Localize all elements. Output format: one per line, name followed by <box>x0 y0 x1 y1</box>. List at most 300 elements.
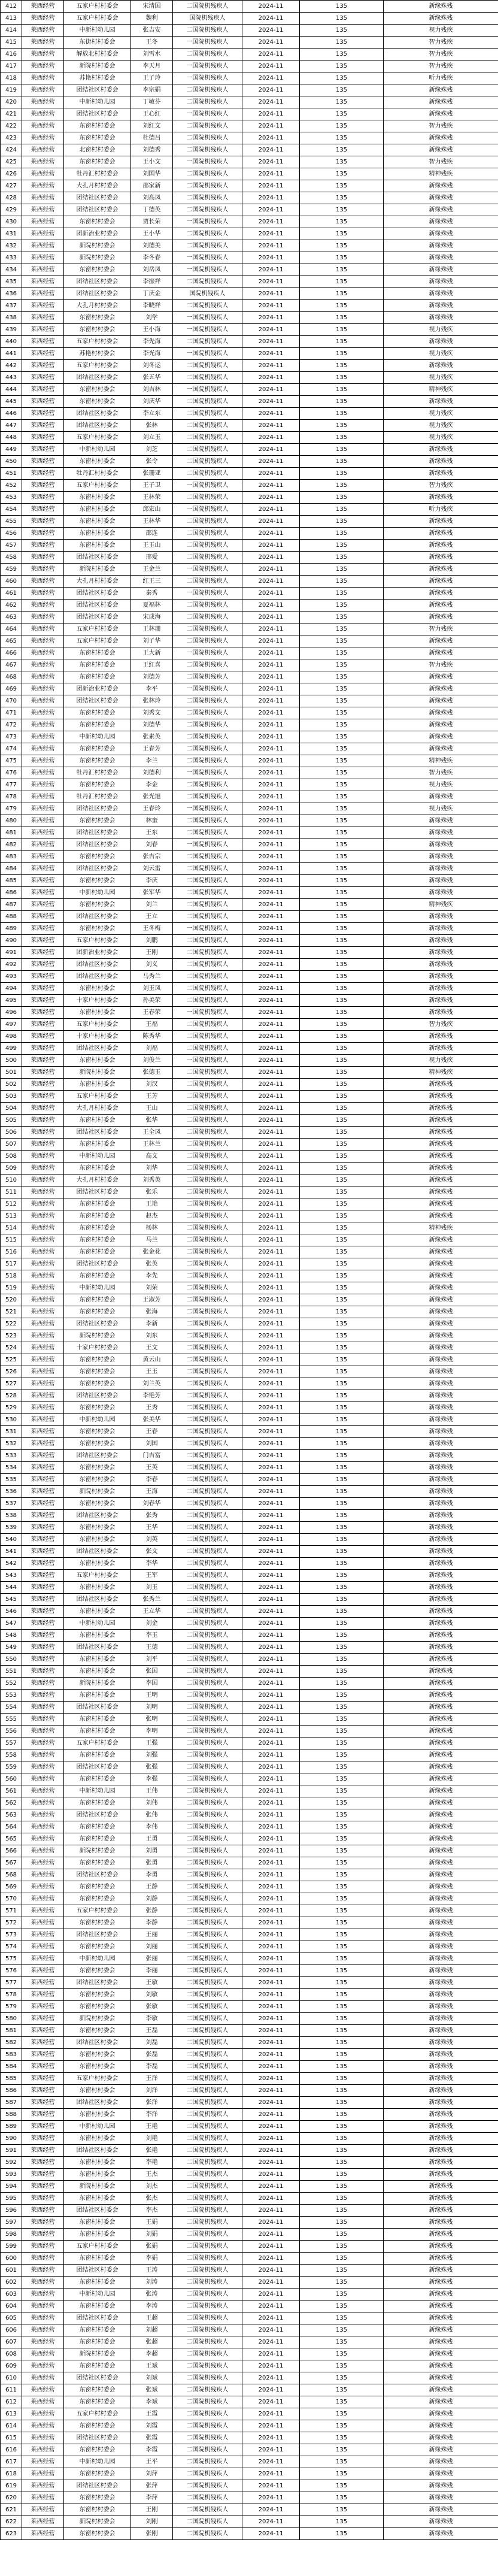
town-name: 莱西经营 <box>22 252 64 264</box>
village-name: 团结社区村委会 <box>64 108 131 120</box>
town-name: 莱西经营 <box>22 336 64 348</box>
amount: 135 <box>300 1881 384 1893</box>
village-name: 大孔月村村委会 <box>64 180 131 192</box>
village-name: 东窗村村委会 <box>64 1246 131 1258</box>
amount: 135 <box>300 13 384 25</box>
disability-type: 新缘殊残 <box>384 1761 498 1773</box>
town-name: 莱西经营 <box>22 1115 64 1127</box>
amount: 135 <box>300 995 384 1007</box>
issue-month: 2024-11 <box>242 108 300 120</box>
table-row <box>1 276 498 288</box>
person-name: 高文 <box>131 1151 173 1163</box>
row-index: 454 <box>1 504 22 516</box>
disability-type: 新缘殊残 <box>384 1534 498 1546</box>
row-index: 615 <box>1 2432 22 2444</box>
recipient-category: 一国院机残疾人 <box>173 312 242 324</box>
table-row <box>1 1702 498 1714</box>
row-index: 561 <box>1 1785 22 1797</box>
village-name: 东窗村村委会 <box>64 1438 131 1450</box>
row-index: 541 <box>1 1546 22 1558</box>
village-name: 东窗村村委会 <box>64 156 131 168</box>
recipient-category: 二国院机残疾人 <box>173 1737 242 1749</box>
person-name: 丁敏芬 <box>131 96 173 108</box>
recipient-category: 二国院机残疾人 <box>173 528 242 540</box>
town-name: 莱西经营 <box>22 1438 64 1450</box>
disability-type: 新缘殊残 <box>384 935 498 947</box>
recipient-category: 二国院机残疾人 <box>173 935 242 947</box>
town-name: 莱西经营 <box>22 1893 64 1905</box>
amount: 135 <box>300 1785 384 1797</box>
village-name: 团结社区村委会 <box>64 1977 131 1989</box>
table-row <box>1 1510 498 1522</box>
amount: 135 <box>300 120 384 132</box>
issue-month: 2024-11 <box>242 576 300 588</box>
row-index: 498 <box>1 1031 22 1043</box>
table-row <box>1 2145 498 2157</box>
issue-month: 2024-11 <box>242 635 300 647</box>
row-index: 533 <box>1 1450 22 1462</box>
amount: 135 <box>300 1917 384 1929</box>
town-name: 莱西经营 <box>22 504 64 516</box>
person-name: 刘兰 <box>131 899 173 911</box>
person-name: 王红喜 <box>131 659 173 671</box>
amount: 135 <box>300 576 384 588</box>
amount: 135 <box>300 2432 384 2444</box>
row-index: 567 <box>1 1857 22 1869</box>
town-name: 莱西经营 <box>22 1127 64 1139</box>
disability-type: 新缘殊残 <box>384 2300 498 2312</box>
disability-type: 新缘殊残 <box>384 2061 498 2073</box>
recipient-category: 二国院机残疾人 <box>173 659 242 671</box>
town-name: 莱西经营 <box>22 2049 64 2061</box>
person-name: 刘立玉 <box>131 432 173 444</box>
person-name: 刘斌 <box>131 2372 173 2384</box>
table-row <box>1 971 498 983</box>
disability-type: 精神残疾 <box>384 1222 498 1234</box>
village-name: 团结社区村委会 <box>64 2265 131 2277</box>
amount: 135 <box>300 516 384 528</box>
disability-type: 智力残疾 <box>384 60 498 72</box>
issue-month: 2024-11 <box>242 803 300 815</box>
issue-month: 2024-11 <box>242 1426 300 1438</box>
village-name: 东窗村村委会 <box>64 2360 131 2372</box>
town-name: 莱西经营 <box>22 2468 64 2480</box>
person-name: 刘刚 <box>131 2516 173 2528</box>
village-name: 东窗村村委会 <box>64 516 131 528</box>
row-index: 591 <box>1 2145 22 2157</box>
table-row <box>1 623 498 635</box>
table-row <box>1 911 498 923</box>
village-name: 东窗村村委会 <box>64 899 131 911</box>
village-name: 团结社区村委会 <box>64 1702 131 1714</box>
row-index: 484 <box>1 863 22 875</box>
disability-type: 新缘殊残 <box>384 2384 498 2396</box>
person-name: 王磊 <box>131 2025 173 2037</box>
disability-type: 新缘殊残 <box>384 2253 498 2265</box>
village-name: 东窗村村委会 <box>64 1354 131 1366</box>
town-name: 莱西经营 <box>22 324 64 336</box>
village-name: 团结社区村委会 <box>64 2480 131 2492</box>
issue-month: 2024-11 <box>242 1163 300 1175</box>
amount: 135 <box>300 156 384 168</box>
town-name: 莱西经营 <box>22 1198 64 1210</box>
table-row <box>1 1402 498 1414</box>
row-index: 509 <box>1 1163 22 1175</box>
village-name: 东窗村村委会 <box>64 1163 131 1175</box>
table-row <box>1 1079 498 1091</box>
table-row <box>1 348 498 360</box>
issue-month: 2024-11 <box>242 96 300 108</box>
person-name: 王敏 <box>131 1977 173 1989</box>
disability-type: 新缘殊残 <box>384 2181 498 2193</box>
issue-month: 2024-11 <box>242 2001 300 2013</box>
recipient-category: 二国院机残疾人 <box>173 1270 242 1282</box>
recipient-category: 二国院机残疾人 <box>173 1821 242 1833</box>
person-name: 刘洋 <box>131 2085 173 2097</box>
person-name: 刘萍 <box>131 2468 173 2480</box>
row-index: 423 <box>1 132 22 144</box>
issue-month: 2024-11 <box>242 2312 300 2324</box>
table-row <box>1 1953 498 1965</box>
person-name: 王林珊 <box>131 623 173 635</box>
issue-month: 2024-11 <box>242 2420 300 2432</box>
amount: 135 <box>300 60 384 72</box>
issue-month: 2024-11 <box>242 2037 300 2049</box>
town-name: 莱西经营 <box>22 1414 64 1426</box>
town-name: 莱西经营 <box>22 13 64 25</box>
recipient-category: 二国院机残疾人 <box>173 2312 242 2324</box>
disability-type: 新缘殊残 <box>384 2157 498 2169</box>
row-index: 500 <box>1 1055 22 1067</box>
issue-month: 2024-11 <box>242 1534 300 1546</box>
town-name: 莱西经营 <box>22 288 64 300</box>
issue-month: 2024-11 <box>242 1905 300 1917</box>
issue-month: 2024-11 <box>242 1510 300 1522</box>
issue-month: 2024-11 <box>242 1726 300 1737</box>
disability-type: 新缘殊残 <box>384 1881 498 1893</box>
issue-month: 2024-11 <box>242 240 300 252</box>
village-name: 东窗村村委会 <box>64 1522 131 1534</box>
row-index: 504 <box>1 1103 22 1115</box>
row-index: 424 <box>1 144 22 156</box>
issue-month: 2024-11 <box>242 2061 300 2073</box>
recipient-category: 一国院机残疾人 <box>173 348 242 360</box>
issue-month: 2024-11 <box>242 1378 300 1390</box>
amount: 135 <box>300 2360 384 2372</box>
row-index: 620 <box>1 2492 22 2504</box>
table-row <box>1 132 498 144</box>
village-name: 团结社区村委会 <box>64 1761 131 1773</box>
row-index: 464 <box>1 623 22 635</box>
row-index: 598 <box>1 2229 22 2241</box>
row-index: 433 <box>1 252 22 264</box>
person-name: 刘磊 <box>131 2037 173 2049</box>
row-index: 527 <box>1 1378 22 1390</box>
disability-type: 新缘殊残 <box>384 13 498 25</box>
table-row <box>1 1690 498 1702</box>
disability-type: 新缘殊残 <box>384 1043 498 1055</box>
disability-type: 新缘殊残 <box>384 1282 498 1294</box>
amount: 135 <box>300 1294 384 1306</box>
issue-month: 2024-11 <box>242 2372 300 2384</box>
amount: 135 <box>300 108 384 120</box>
issue-month: 2024-11 <box>242 1869 300 1881</box>
disability-type: 新缘殊残 <box>384 2145 498 2157</box>
disability-type: 新缘殊残 <box>384 791 498 803</box>
amount: 135 <box>300 192 384 204</box>
issue-month: 2024-11 <box>242 1606 300 1618</box>
amount: 135 <box>300 456 384 468</box>
disability-type: 新缘殊残 <box>384 875 498 887</box>
disability-type: 新缘殊残 <box>384 1690 498 1702</box>
town-name: 莱西经营 <box>22 600 64 612</box>
row-index: 458 <box>1 552 22 564</box>
amount: 135 <box>300 264 384 276</box>
amount: 135 <box>300 1079 384 1091</box>
amount: 135 <box>300 564 384 576</box>
row-index: 586 <box>1 2085 22 2097</box>
village-name: 团结社区村委会 <box>64 1186 131 1198</box>
amount: 135 <box>300 1198 384 1210</box>
town-name: 莱西经营 <box>22 156 64 168</box>
disability-type: 新缘殊残 <box>384 1785 498 1797</box>
issue-month: 2024-11 <box>242 2157 300 2169</box>
amount: 135 <box>300 2073 384 2085</box>
amount: 135 <box>300 1139 384 1151</box>
row-index: 496 <box>1 1007 22 1019</box>
issue-month: 2024-11 <box>242 839 300 851</box>
amount: 135 <box>300 336 384 348</box>
village-name: 团结社区村委会 <box>64 204 131 216</box>
town-name: 莱西经营 <box>22 360 64 372</box>
town-name: 莱西经营 <box>22 1103 64 1115</box>
table-row <box>1 384 498 396</box>
person-name: 刘秀文 <box>131 707 173 719</box>
table-row <box>1 1773 498 1785</box>
town-name: 莱西经营 <box>22 887 64 899</box>
recipient-category: 二国院机残疾人 <box>173 1498 242 1510</box>
disability-type: 新缘殊残 <box>384 1462 498 1474</box>
person-name: 刘春华 <box>131 1498 173 1510</box>
issue-month: 2024-11 <box>242 1857 300 1869</box>
disability-type: 智力残疾 <box>384 156 498 168</box>
town-name: 莱西经营 <box>22 827 64 839</box>
row-index: 535 <box>1 1474 22 1486</box>
table-row <box>1 1390 498 1402</box>
village-name: 十家户村村委会 <box>64 1031 131 1043</box>
person-name: 李兰 <box>131 755 173 767</box>
village-name: 团结社区村委会 <box>64 600 131 612</box>
recipient-category: 一国院机残疾人 <box>173 564 242 576</box>
row-index: 616 <box>1 2444 22 2456</box>
recipient-category: 二国院机残疾人 <box>173 516 242 528</box>
village-name: 团结社区村委会 <box>64 695 131 707</box>
disability-type: 新缘殊残 <box>384 2013 498 2025</box>
disability-type: 视力残疾 <box>384 25 498 37</box>
amount: 135 <box>300 899 384 911</box>
recipient-category: 二国院机残疾人 <box>173 1522 242 1534</box>
village-name: 团结社区村委会 <box>64 2097 131 2109</box>
disability-type: 新缘殊残 <box>384 1749 498 1761</box>
table-row <box>1 2229 498 2241</box>
row-index: 495 <box>1 995 22 1007</box>
recipient-category: 一国院机残疾人 <box>173 803 242 815</box>
issue-month: 2024-11 <box>242 2324 300 2336</box>
amount: 135 <box>300 1498 384 1510</box>
amount: 135 <box>300 1175 384 1186</box>
disability-type: 新缘殊残 <box>384 983 498 995</box>
amount: 135 <box>300 1941 384 1953</box>
town-name: 莱西经营 <box>22 743 64 755</box>
disability-type: 新缘殊残 <box>384 312 498 324</box>
amount: 135 <box>300 1749 384 1761</box>
town-name: 莱西经营 <box>22 1749 64 1761</box>
recipient-category: 二国院机残疾人 <box>173 2205 242 2217</box>
town-name: 莱西经营 <box>22 1522 64 1534</box>
recipient-category: 二国院机残疾人 <box>173 2265 242 2277</box>
town-name: 莱西经营 <box>22 1857 64 1869</box>
recipient-category: 二国院机残疾人 <box>173 2001 242 2013</box>
village-name: 团结社区村委会 <box>64 2205 131 2217</box>
town-name: 莱西经营 <box>22 2013 64 2025</box>
table-row <box>1 1031 498 1043</box>
village-name: 东窗村村委会 <box>64 1498 131 1510</box>
recipient-category: 二国院机残疾人 <box>173 204 242 216</box>
amount: 135 <box>300 2277 384 2289</box>
town-name: 莱西经营 <box>22 959 64 971</box>
town-name: 莱西经营 <box>22 1007 64 1019</box>
issue-month: 2024-11 <box>242 1642 300 1654</box>
row-index: 614 <box>1 2420 22 2432</box>
amount: 135 <box>300 983 384 995</box>
disability-type: 新缘殊残 <box>384 2121 498 2133</box>
village-name: 团结社区村委会 <box>64 1127 131 1139</box>
village-name: 东窗村村委会 <box>64 1462 131 1474</box>
person-name: 李萍 <box>131 2492 173 2504</box>
disability-type: 新缘殊残 <box>384 2085 498 2097</box>
disability-type: 新缘殊残 <box>384 1869 498 1881</box>
amount: 135 <box>300 2289 384 2300</box>
row-index: 512 <box>1 1198 22 1210</box>
amount: 135 <box>300 743 384 755</box>
person-name: 王立 <box>131 911 173 923</box>
person-name: 张静 <box>131 1905 173 1917</box>
person-name: 李杰 <box>131 2205 173 2217</box>
row-index: 442 <box>1 360 22 372</box>
person-name: 张敏 <box>131 2001 173 2013</box>
amount: 135 <box>300 2205 384 2217</box>
disability-type: 新缘殊残 <box>384 1198 498 1210</box>
town-name: 莱西经营 <box>22 1258 64 1270</box>
amount: 135 <box>300 2444 384 2456</box>
row-index: 461 <box>1 588 22 600</box>
row-index: 617 <box>1 2456 22 2468</box>
town-name: 莱西经营 <box>22 1091 64 1103</box>
village-name: 东窗村村委会 <box>64 1881 131 1893</box>
amount: 135 <box>300 815 384 827</box>
person-name: 王心红 <box>131 108 173 120</box>
town-name: 莱西经营 <box>22 1534 64 1546</box>
person-name: 刘德华 <box>131 719 173 731</box>
town-name: 莱西经营 <box>22 947 64 959</box>
town-name: 莱西经营 <box>22 264 64 276</box>
row-index: 449 <box>1 444 22 456</box>
recipient-category: 二国院机残疾人 <box>173 1450 242 1462</box>
village-name: 中新村幼儿园 <box>64 1282 131 1294</box>
row-index: 531 <box>1 1426 22 1438</box>
row-index: 436 <box>1 288 22 300</box>
table-row <box>1 2157 498 2169</box>
amount: 135 <box>300 2097 384 2109</box>
amount: 135 <box>300 1522 384 1534</box>
town-name: 莱西经营 <box>22 1570 64 1582</box>
recipient-category: 二国院机残疾人 <box>173 1917 242 1929</box>
amount: 135 <box>300 420 384 432</box>
table-row <box>1 420 498 432</box>
recipient-category: 二国院机残疾人 <box>173 791 242 803</box>
town-name: 莱西经营 <box>22 1678 64 1690</box>
person-name: 刘涛 <box>131 2277 173 2289</box>
issue-month: 2024-11 <box>242 1654 300 1666</box>
amount: 135 <box>300 276 384 288</box>
table-row <box>1 2444 498 2456</box>
row-index: 415 <box>1 37 22 49</box>
person-name: 李伟 <box>131 1821 173 1833</box>
town-name: 莱西经营 <box>22 1175 64 1186</box>
recipient-category: 二国院机残疾人 <box>173 1678 242 1690</box>
amount: 135 <box>300 1031 384 1043</box>
table-row <box>1 2289 498 2300</box>
recipient-category: 二国院机残疾人 <box>173 1366 242 1378</box>
town-name: 莱西经营 <box>22 1941 64 1953</box>
amount: 135 <box>300 1390 384 1402</box>
recipient-category: 二国院机残疾人 <box>173 983 242 995</box>
recipient-category: 二国院机残疾人 <box>173 2217 242 2229</box>
village-name: 东窗村村委会 <box>64 779 131 791</box>
table-row <box>1 1426 498 1438</box>
amount: 135 <box>300 1402 384 1414</box>
table-row <box>1 228 498 240</box>
row-index: 479 <box>1 803 22 815</box>
recipient-category: 一国院机残疾人 <box>173 767 242 779</box>
amount: 135 <box>300 791 384 803</box>
village-name: 中新村幼儿园 <box>64 2456 131 2468</box>
disability-type: 新缘殊残 <box>384 396 498 408</box>
town-name: 莱西经营 <box>22 2360 64 2372</box>
table-row <box>1 2277 498 2289</box>
table-row <box>1 683 498 695</box>
amount: 135 <box>300 767 384 779</box>
disability-type: 新缘殊残 <box>384 2444 498 2456</box>
town-name: 莱西经营 <box>22 719 64 731</box>
row-index: 453 <box>1 492 22 504</box>
town-name: 莱西经营 <box>22 2348 64 2360</box>
row-index: 558 <box>1 1749 22 1761</box>
amount: 135 <box>300 612 384 623</box>
disability-type: 新缘殊残 <box>384 2001 498 2013</box>
recipient-category: 二国院机残疾人 <box>173 1210 242 1222</box>
recipient-category: 二国院机残疾人 <box>173 1642 242 1654</box>
issue-month: 2024-11 <box>242 1031 300 1043</box>
amount: 135 <box>300 1127 384 1139</box>
recipient-category: 二国院机残疾人 <box>173 25 242 37</box>
village-name: 东窗村村委会 <box>64 1582 131 1594</box>
issue-month: 2024-11 <box>242 492 300 504</box>
amount: 135 <box>300 1678 384 1690</box>
disability-type: 新缘殊残 <box>384 2193 498 2205</box>
person-name: 王强 <box>131 1737 173 1749</box>
table-row <box>1 1294 498 1306</box>
